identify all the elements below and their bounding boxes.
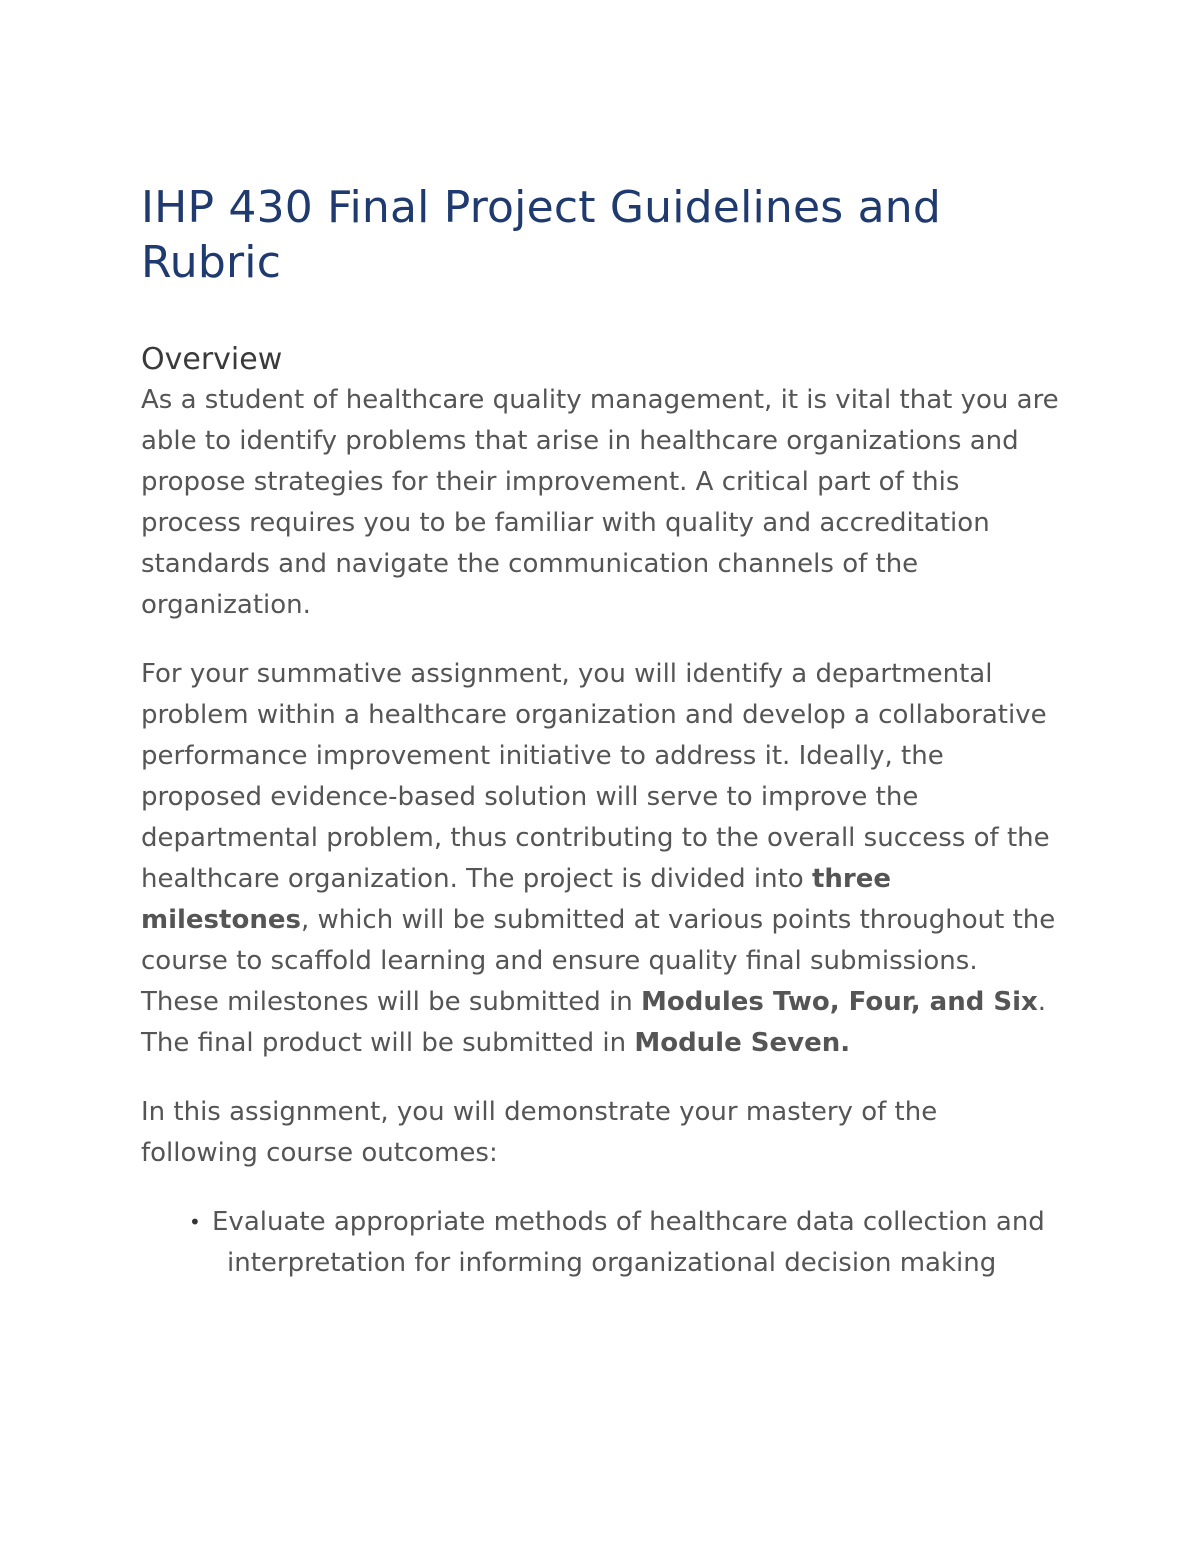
list-item — [189, 1202, 1057, 1284]
course-outcomes-list — [141, 1202, 1061, 1284]
modules-emphasis: Modules Two, Four, and Six — [641, 987, 1038, 1017]
overview-heading: Overview — [141, 342, 283, 377]
overview-paragraph-2 — [141, 654, 1061, 1064]
three-milestones-emphasis: three milestones — [141, 864, 891, 935]
paragraph-2-text-1: For your summative assignment, you will identify a departmental problem within a healthcare organization and develop a collaborative performance improvement initiative to address it. Ideally, the proposed evidence-based solution will serve to improve the departmental problem, thus contributing to the overall success of the healthcare organization. The project is divided into — [141, 659, 1050, 894]
bullet-icon: • — [189, 1210, 201, 1234]
outcome-text: Evaluate appropriate methods of healthcare data collection and interpretation for informing organizational decision making — [212, 1207, 1045, 1278]
module-seven-emphasis: Module Seven. — [634, 1028, 851, 1058]
overview-paragraph-1: As a student of healthcare quality management, it is vital that you are able to identify problems that arise in healthcare organizations and propose strategies for their improvement. A critical part of this process requires you to be familiar with quality and accreditation standards and navigate the communication channels of the organization. — [141, 385, 1059, 620]
document-page — [141, 180, 1061, 1284]
paragraph-2-text-3: . The final product will be submitted in — [141, 987, 1047, 1058]
paragraph-2-text-2: , which will be submitted at various points throughout the course to scaffold learning and ensure quality final submissions. These milestones will be submitted in — [141, 905, 1056, 1017]
overview-paragraph-3: In this assignment, you will demonstrate your mastery of the following course outcomes: — [141, 1097, 938, 1168]
document-title: IHP 430 Final Project Guidelines and Rubric — [141, 182, 941, 288]
